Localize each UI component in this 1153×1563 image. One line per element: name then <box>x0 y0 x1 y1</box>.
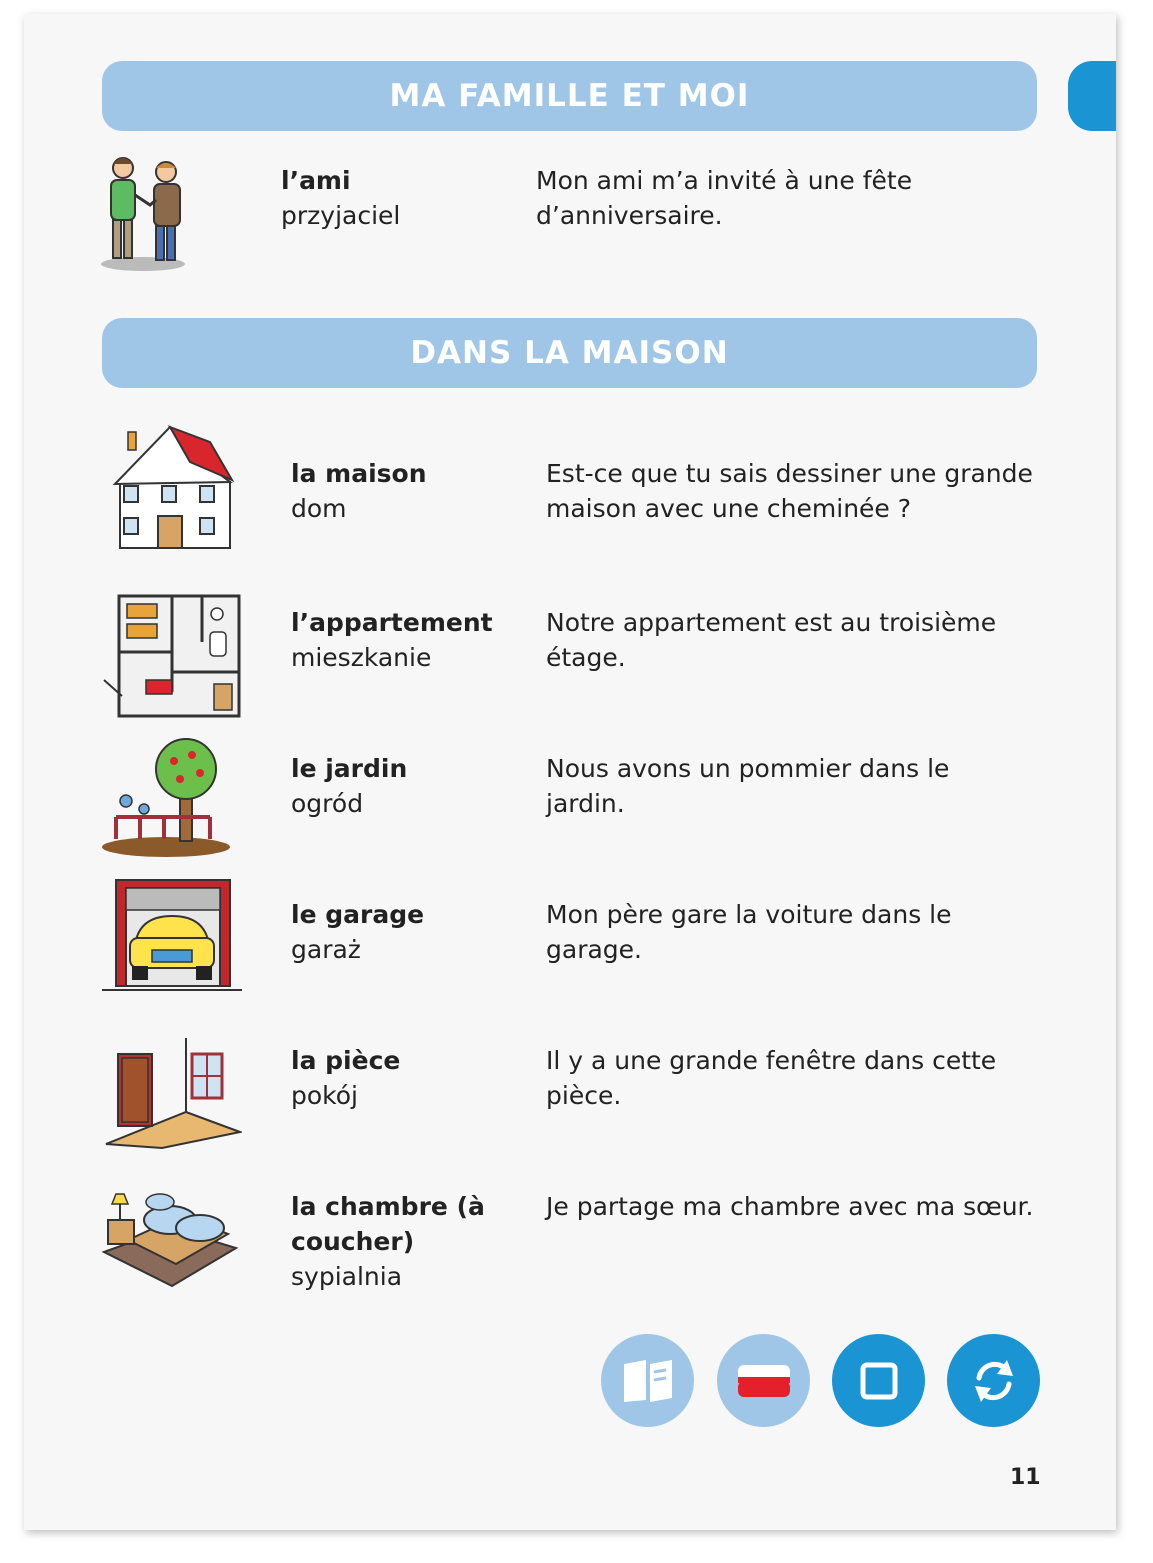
polish-word: mieszkanie <box>291 643 432 672</box>
book-button[interactable] <box>601 1334 694 1427</box>
side-tab <box>1068 61 1116 131</box>
book-icon <box>620 1358 676 1404</box>
word-jardin <box>291 751 407 821</box>
example-sentence: Est-ce que tu sais dessiner une grande maison avec une cheminée ? <box>546 459 1033 523</box>
polish-word: ogród <box>291 789 364 818</box>
word-appartement <box>291 605 493 675</box>
polish-word: pokój <box>291 1081 358 1110</box>
page-number: 11 <box>1010 1465 1041 1490</box>
word-piece <box>291 1043 400 1113</box>
french-word: le garage <box>291 900 425 929</box>
example-sentence: Nous avons un pommier dans le jardin. <box>546 754 950 818</box>
house-icon <box>110 422 235 552</box>
example-sentence: Il y a une grande fenêtre dans cette pièce. <box>546 1046 997 1110</box>
polish-word: garaż <box>291 935 361 964</box>
section-banner-famille <box>102 61 1037 131</box>
bed-icon <box>100 1168 240 1292</box>
language-button[interactable] <box>717 1334 810 1427</box>
section-banner-maison <box>102 318 1037 388</box>
word-ami <box>281 163 400 233</box>
section-title: MA FAMILLE ET MOI <box>389 78 750 114</box>
refresh-icon <box>969 1356 1019 1406</box>
polish-word: przyjaciel <box>281 201 401 230</box>
example-sentence: Je partage ma chambre avec ma sœur. <box>546 1192 1034 1221</box>
example-sentence: Mon père gare la voiture dans le garage. <box>546 900 952 964</box>
example-sentence: Notre appartement est au troisième étage. <box>546 608 997 672</box>
friends-icon <box>100 150 190 275</box>
french-word: la maison <box>291 459 427 488</box>
square-icon <box>859 1361 899 1401</box>
refresh-button[interactable] <box>947 1334 1040 1427</box>
polish-word: sypialnia <box>291 1262 403 1291</box>
garden-tree-icon <box>100 735 232 861</box>
section-title: DANS LA MAISON <box>410 335 729 371</box>
garage-car-icon <box>102 878 242 994</box>
polish-word: dom <box>291 494 347 523</box>
french-word: la chambre (à coucher) <box>291 1192 485 1256</box>
word-chambre <box>291 1189 491 1294</box>
word-maison <box>291 456 427 526</box>
polish-flag-icon <box>736 1363 792 1399</box>
word-garage <box>291 897 424 967</box>
apartment-plan-icon <box>102 592 242 720</box>
french-word: la pièce <box>291 1046 401 1075</box>
french-word: l’appartement <box>291 608 493 637</box>
french-word: le jardin <box>291 754 408 783</box>
room-icon <box>102 1036 242 1150</box>
square-button[interactable] <box>832 1334 925 1427</box>
example-sentence: Mon ami m’a invité à une fête d’anniversaire. <box>536 166 913 230</box>
french-word: l’ami <box>281 166 351 195</box>
